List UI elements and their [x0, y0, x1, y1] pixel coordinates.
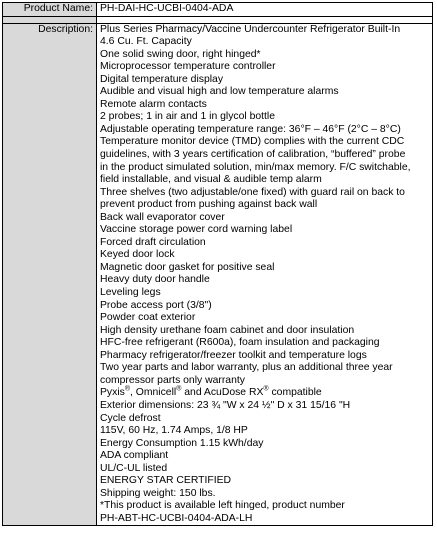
- description-row: [3, 23, 433, 526]
- description-line: Magnetic door gasket for positive seal: [100, 261, 275, 273]
- description-line: prevent product from pushing against back wall: [100, 199, 318, 211]
- spacer-row: [3, 16, 433, 23]
- description-line: in the product simulated solution, min/max memory. F/C switchable,: [100, 161, 411, 173]
- description-line: Exterior dimensions: 23 ¾ "W x 24 ½" D x 31 15/16 "H: [100, 399, 351, 411]
- description-line: 4.6 Cu. Ft. Capacity: [100, 36, 192, 48]
- description-line: Two year parts and labor warranty, plus an additional three year: [100, 362, 393, 374]
- product-name-value: PH-DAI-HC-UCBI-0404-ADA: [97, 3, 433, 17]
- description-line: Temperature monitor device (TMD) complies with the current CDC: [100, 136, 405, 148]
- description-line: Plus Series Pharmacy/Vaccine Undercounter Refrigerator Built-In: [100, 23, 401, 35]
- product-name-row: [3, 3, 433, 17]
- description-line: HFC-free refrigerant (R600a), foam insulation and packaging: [100, 337, 380, 349]
- description-line: 115V, 60 Hz, 1.74 Amps, 1/8 HP: [100, 425, 248, 437]
- description-line: UL/C-UL listed: [100, 462, 168, 474]
- description-line: Cycle defrost: [100, 412, 161, 424]
- description-line: field installable, and visual & audible temp alarm: [100, 174, 322, 186]
- spec-table: [2, 2, 433, 526]
- description-line: compressor parts only warranty: [100, 374, 245, 386]
- description-line: Leveling legs: [100, 287, 161, 299]
- description-line: 2 probes; 1 in air and 1 in glycol bottle: [100, 111, 276, 123]
- description-line: ENERGY STAR CERTIFIED: [100, 475, 232, 487]
- product-name-label: Product Name:: [3, 3, 97, 17]
- description-line: Microprocessor temperature controller: [100, 61, 276, 73]
- description-line: Forced draft circulation: [100, 236, 206, 248]
- description-line: Keyed door lock: [100, 249, 175, 261]
- description-line: Back wall evaporator cover: [100, 211, 225, 223]
- description-line: Heavy duty door handle: [100, 274, 210, 286]
- description-line: Powder coat exterior: [100, 312, 196, 324]
- description-line: Digital temperature display: [100, 73, 224, 85]
- description-line: Three shelves (two adjustable/one fixed) with guard rail on back to: [100, 186, 405, 198]
- description-line: Adjustable operating temperature range: 36°F – 46°F (2°C – 8°C): [100, 123, 401, 135]
- description-line: Energy Consumption 1.15 kWh/day: [100, 437, 264, 449]
- description-label: Description:: [3, 23, 97, 526]
- description-line: Remote alarm contacts: [100, 98, 207, 110]
- description-line: ADA compliant: [100, 450, 169, 462]
- description-line: Audible and visual high and low temperature alarms: [100, 86, 339, 98]
- description-line: PH-ABT-HC-UCBI-0404-ADA-LH: [100, 512, 253, 524]
- description-value: [97, 23, 433, 526]
- description-line: Shipping weight: 150 lbs.: [100, 487, 216, 499]
- description-line: Probe access port (3/8"): [100, 299, 212, 311]
- description-line: High density urethane foam cabinet and door insulation: [100, 324, 355, 336]
- spacer-value-cell: [97, 16, 433, 23]
- spacer-label-cell: [3, 16, 97, 23]
- description-line: One solid swing door, right hinged*: [100, 48, 261, 60]
- description-line: Pharmacy refrigerator/freezer toolkit and temperature logs: [100, 349, 367, 361]
- description-line: Vaccine storage power cord warning label: [100, 224, 293, 236]
- description-line: *This product is available left hinged, product number: [100, 500, 345, 512]
- description-line: Pyxis®, Omnicell® and AcuDose RX® compatible: [100, 385, 322, 399]
- description-line: guidelines, with 3 years certification of calibration, “buffered” probe: [100, 149, 406, 161]
